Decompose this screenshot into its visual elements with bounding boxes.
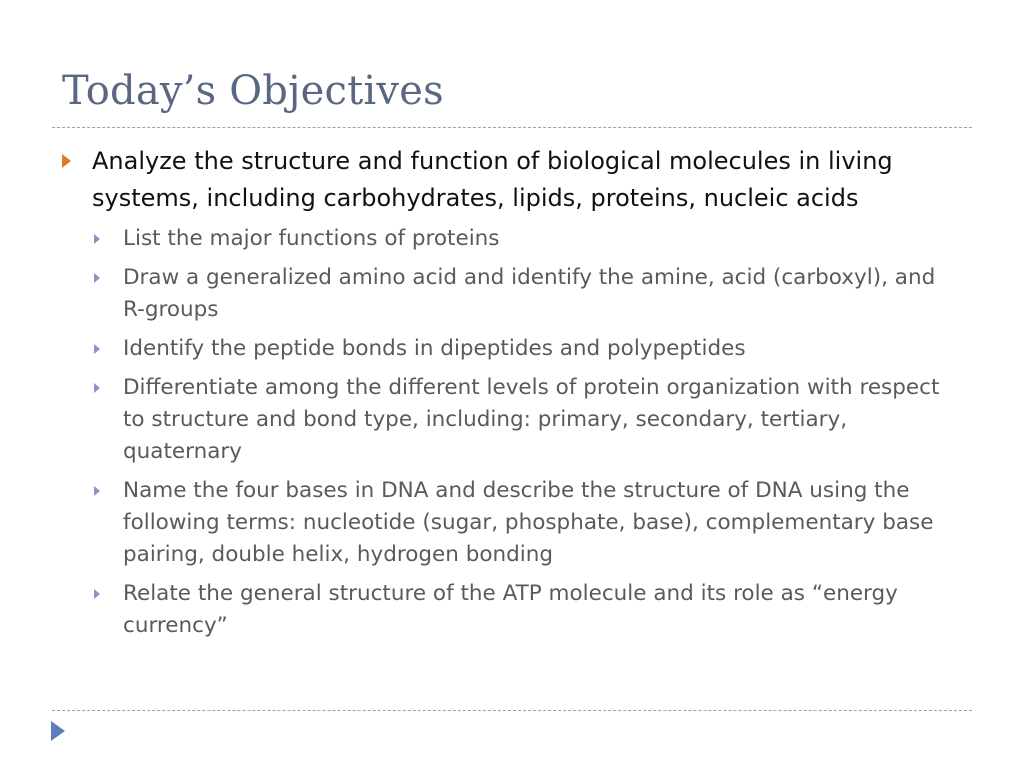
main-objective-text: Analyze the structure and function of biological molecules in living systems, including carbohydrates, lipids, proteins, nucleic acids — [92, 147, 893, 212]
small-triangle-bullet-icon — [94, 234, 100, 244]
slide-content — [60, 143, 960, 649]
list-item-text: Relate the general structure of the ATP molecule and its role as “energy currency” — [123, 581, 898, 638]
small-triangle-bullet-icon — [94, 383, 100, 393]
title-divider — [52, 127, 972, 128]
small-triangle-bullet-icon — [94, 589, 100, 599]
triangle-bullet-icon — [62, 154, 71, 168]
small-triangle-bullet-icon — [94, 273, 100, 283]
main-objective — [60, 143, 960, 217]
list-item-text: Draw a generalized amino acid and identify the amine, acid (carboxyl), and R-groups — [123, 265, 936, 322]
small-triangle-bullet-icon — [94, 486, 100, 496]
list-item-text: Name the four bases in DNA and describe the structure of DNA using the following terms: nucleotide (sugar, phosphate, base), complementary base pairing, double helix, hydrogen bonding — [123, 478, 934, 567]
list-item — [60, 372, 960, 468]
play-arrow-icon — [51, 721, 65, 741]
list-item — [60, 262, 960, 326]
list-item — [60, 333, 960, 365]
list-item-text: Identify the peptide bonds in dipeptides and polypeptides — [123, 336, 746, 361]
slide-title: Today’s Objectives — [62, 68, 444, 114]
footer-divider — [52, 710, 972, 711]
list-item — [60, 223, 960, 255]
list-item — [60, 578, 960, 642]
sub-objectives-list — [60, 223, 960, 642]
list-item-text: Differentiate among the different levels of protein organization with respect to structure and bond type, including: primary, secondary, tertiary, quaternary — [123, 375, 940, 464]
small-triangle-bullet-icon — [94, 344, 100, 354]
list-item — [60, 475, 960, 571]
list-item-text: List the major functions of proteins — [123, 226, 500, 251]
